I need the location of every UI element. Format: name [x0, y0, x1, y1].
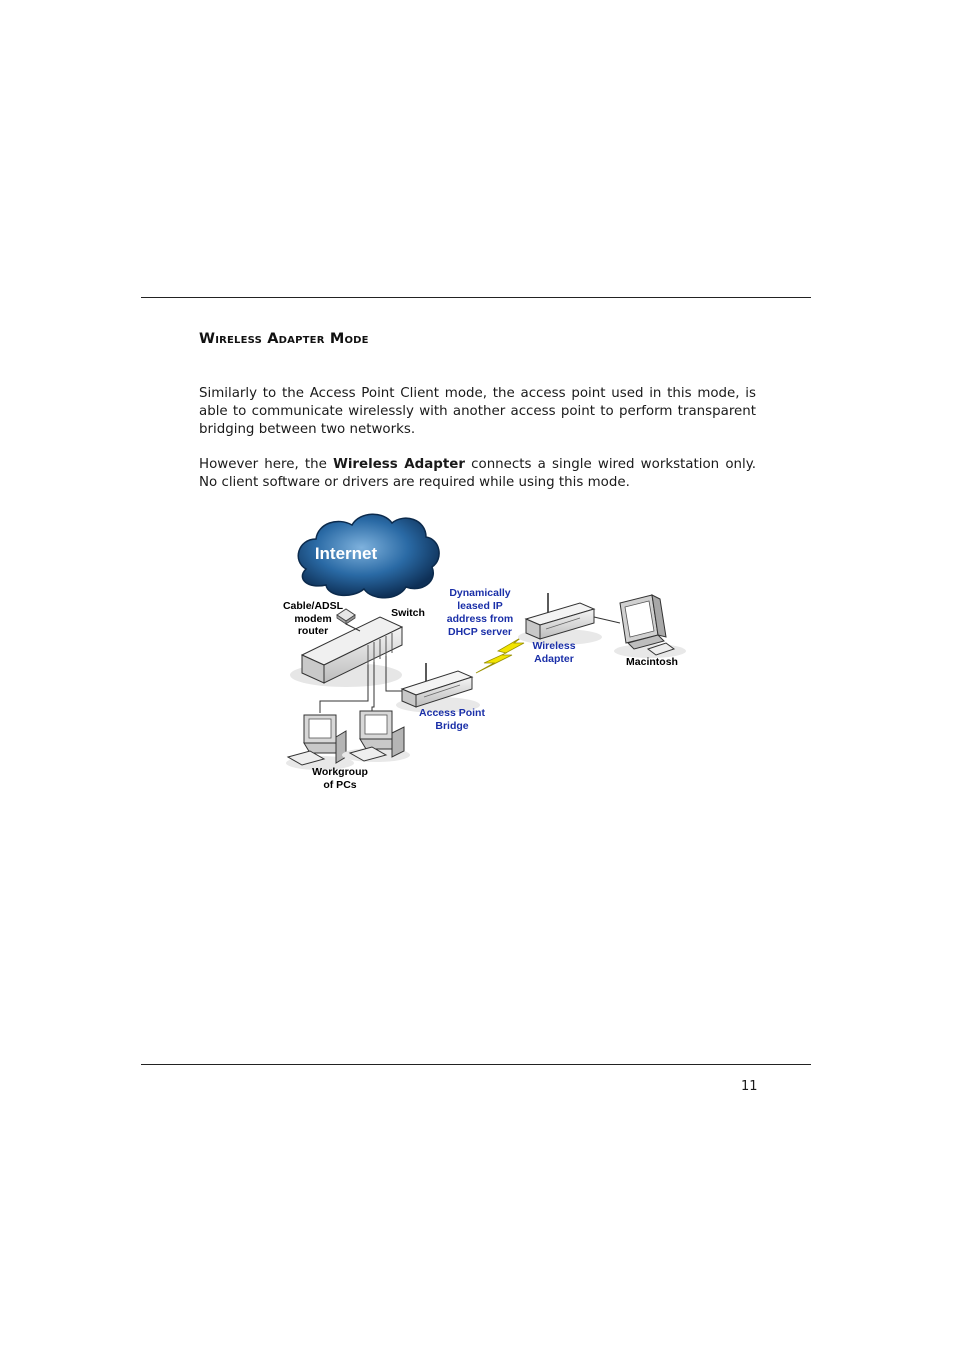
paragraph-1: Similarly to the Access Point Client mode, the access point used in this mode, is able to communicate wirelessly with another access point to perform transparent bridging between two networks.	[199, 386, 756, 437]
wireless-adapter-icon	[518, 593, 620, 645]
access-point-icon	[396, 663, 480, 713]
bottom-rule	[141, 1064, 811, 1065]
access-point-label-1: Access Point	[419, 707, 485, 719]
access-point-label-2: Bridge	[435, 720, 469, 732]
modem-label-1: Cable/ADSL	[282, 600, 344, 612]
page-number: 11	[741, 1079, 758, 1094]
internet-label: Internet	[314, 544, 378, 563]
paragraph-2	[199, 456, 756, 492]
macintosh-label: Macintosh	[626, 656, 678, 668]
paragraph-2-text-b: connects a single wired workstation only. No client software or drivers are required while using this mode.	[199, 457, 757, 490]
network-diagram	[280, 505, 690, 800]
dhcp-label-3: address from	[446, 613, 514, 625]
workgroup-pc-icon	[342, 711, 410, 762]
wireless-adapter-label-1: Wireless	[532, 640, 576, 652]
section-heading: Wireless Adapter Mode	[199, 331, 369, 347]
dhcp-label-1: Dynamically	[449, 587, 511, 599]
switch-label: Switch	[391, 607, 425, 619]
modem-label-2: modem	[294, 613, 332, 625]
wireless-adapter-label-2: Adapter	[534, 653, 574, 665]
paragraph-2-text-a: However here, the	[199, 457, 334, 472]
workgroup-label-1: Workgroup	[312, 766, 368, 778]
dhcp-label-2: leased IP	[457, 600, 503, 612]
workgroup-pc-icon	[286, 715, 354, 770]
dhcp-label-4: DHCP server	[447, 626, 513, 638]
modem-label-3: router	[297, 625, 329, 637]
lightning-bolt-icon	[476, 637, 524, 673]
macintosh-icon	[614, 595, 686, 658]
top-rule	[141, 297, 811, 298]
paragraph-2-bold: Wireless Adapter	[333, 457, 465, 472]
workgroup-label-2: of PCs	[323, 779, 357, 791]
